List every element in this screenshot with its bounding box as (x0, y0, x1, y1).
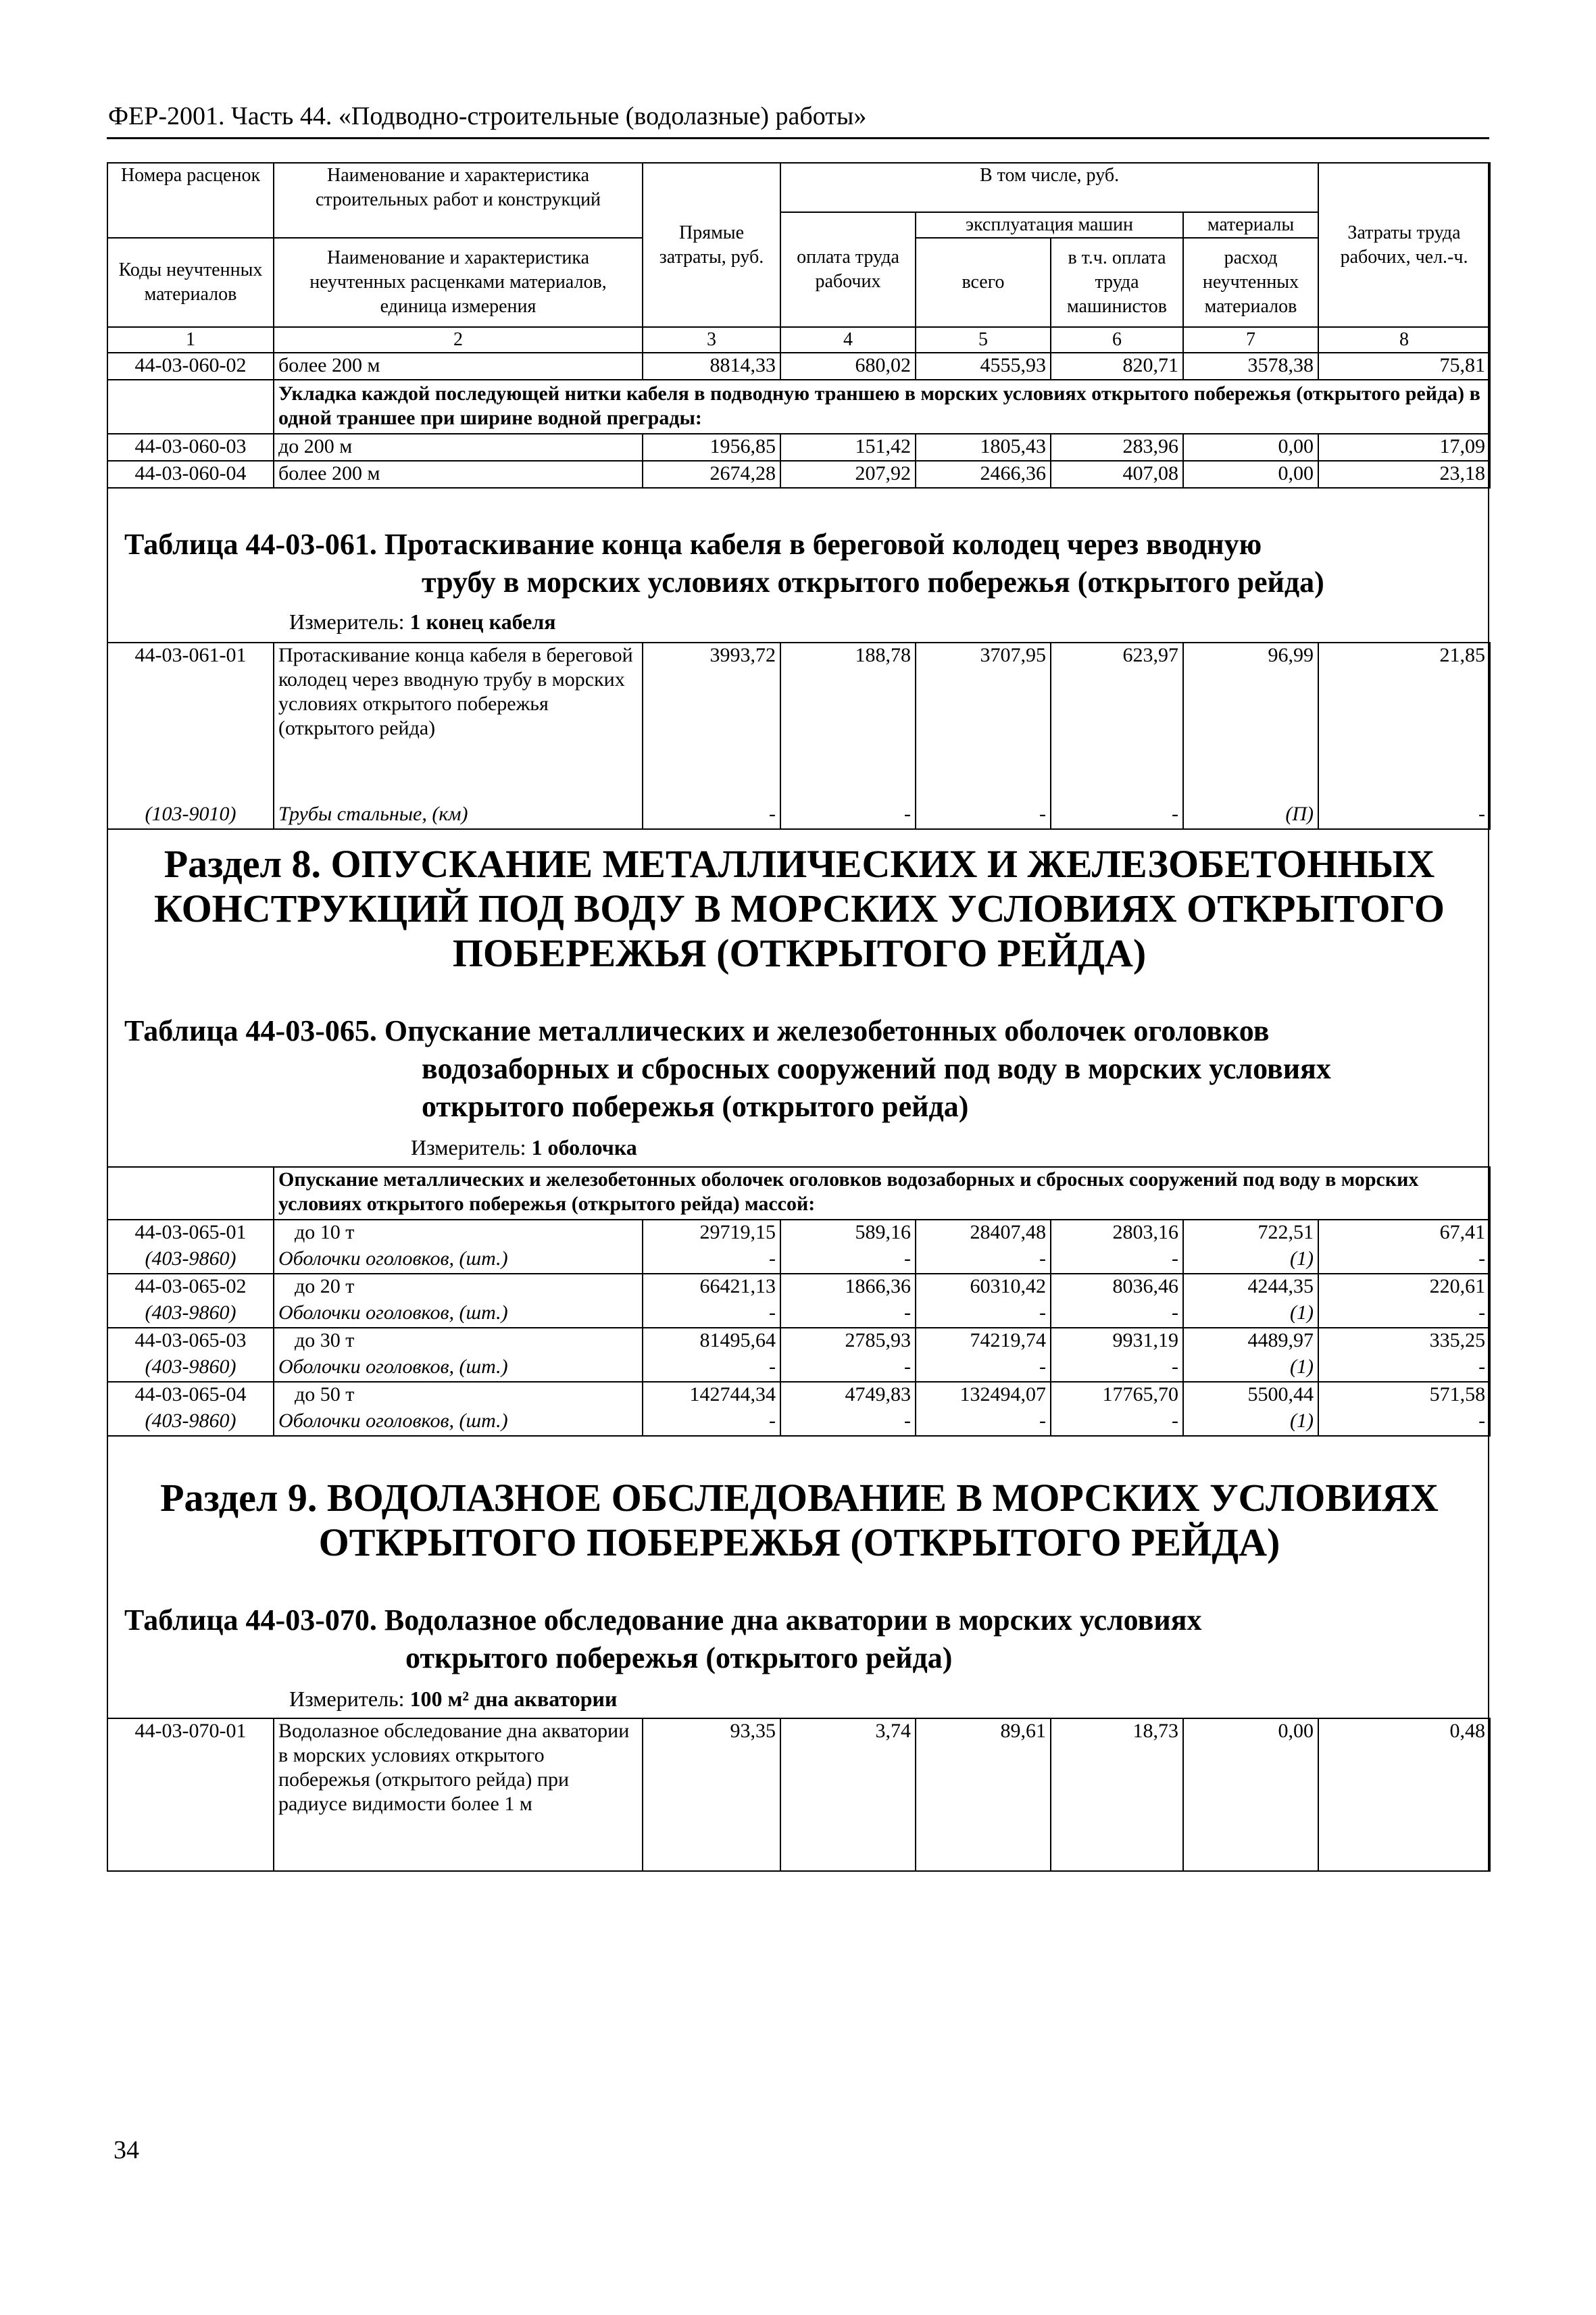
rate-name: более 200 м (274, 461, 643, 488)
value-cell: 142744,34 (643, 1382, 780, 1409)
table-070-title: Таблица 44-03-070. Водолазное обследование дна акватории в морских условиях открытого побережья (открытого рейда) (124, 1603, 1202, 1674)
value-cell: - (1051, 1409, 1183, 1436)
material-name: Оболочки оголовков, (шт.) (274, 1409, 643, 1436)
value-cell: 722,51 (1183, 1220, 1318, 1247)
table-061-title: Таблица 44-03-061. Протаскивание конца кабеля в береговой колодец через вводную трубу в морских условиях открытого побережья (открытого рейда) (124, 528, 1324, 599)
material-row (107, 1247, 1490, 1274)
col-num: 8 (1318, 327, 1490, 353)
header-machine-wages: в т.ч. оплата труда машинистов (1051, 238, 1183, 327)
material-row (107, 1355, 1490, 1382)
value-cell: - (1318, 1247, 1490, 1274)
value-cell: - (1051, 1247, 1183, 1274)
material-code: (403-9860) (107, 1301, 274, 1328)
value-cell: - (780, 802, 916, 829)
value-cell: 29719,15 (643, 1220, 780, 1247)
header-machines-total: всего (916, 238, 1051, 327)
header-material-names: Наименование и характеристика неучтенных расценками материалов, единица измерения (274, 238, 643, 327)
header-work-name: Наименование и характеристика строительных работ и конструкций (274, 163, 643, 212)
value-cell: 17,09 (1318, 434, 1490, 461)
value-cell: - (643, 1355, 780, 1382)
value-cell: - (916, 1355, 1051, 1382)
value-cell: 589,16 (780, 1220, 916, 1247)
value-cell: 0,00 (1183, 1718, 1318, 1871)
header-labor: Затраты труда рабочих, чел.-ч. (1318, 163, 1490, 327)
rate-code: 44-03-060-03 (107, 434, 274, 461)
value-cell: - (1318, 1409, 1490, 1436)
group-subheading: Укладка каждой последующей нитки кабеля в подводную траншею в морских условиях открытого побережья (открытого рейда) в одной траншее при ширине водной преграды: (274, 380, 1490, 434)
header-including: В том числе, руб. (780, 163, 1318, 212)
value-cell: 820,71 (1051, 353, 1183, 380)
value-cell: 8036,46 (1051, 1274, 1183, 1301)
value-cell: 8814,33 (643, 353, 780, 380)
table-row (107, 1718, 1490, 1871)
header-materials: материалы (1183, 212, 1318, 238)
value-cell: 3578,38 (1183, 353, 1318, 380)
value-cell: 4244,35 (1183, 1274, 1318, 1301)
material-name: Оболочки оголовков, (шт.) (274, 1247, 643, 1274)
rate-code: 44-03-065-03 (107, 1328, 274, 1355)
material-code: (103-9010) (107, 802, 274, 829)
group-subheading: Опускание металлических и железобетонных оболочек оголовков водозаборных и сбросных сооружений под воду в морских условиях открытого побережья (открытого рейда) массой: (274, 1167, 1490, 1220)
table-065-title: Таблица 44-03-065. Опускание металлических и железобетонных оболочек оголовков водозаборных и сбросных сооружений под воду в морских условиях открытого побережья (открытого рейда) (124, 1014, 1331, 1123)
table-061-measure: Измеритель: 1 конец кабеля (289, 609, 556, 634)
header-rule (107, 137, 1489, 139)
value-cell: - (780, 1301, 916, 1328)
value-cell: - (643, 802, 780, 829)
value-cell: 9931,19 (1051, 1328, 1183, 1355)
value-cell: 81495,64 (643, 1328, 780, 1355)
value-cell: 571,58 (1318, 1382, 1490, 1409)
material-name: Оболочки оголовков, (шт.) (274, 1355, 643, 1382)
rate-name: более 200 м (274, 353, 643, 380)
rate-code: 44-03-070-01 (107, 1718, 274, 1871)
table-row (107, 1274, 1490, 1301)
value-cell: 17765,70 (1051, 1382, 1183, 1409)
value-cell: - (1318, 1355, 1490, 1382)
material-row (107, 1301, 1490, 1328)
value-cell: (1) (1183, 1301, 1318, 1328)
rates-table-top (107, 162, 1491, 489)
value-cell: - (780, 1247, 916, 1274)
header-rate-numbers: Номера расценок (107, 163, 274, 212)
table-row (107, 643, 1490, 802)
value-cell: 3707,95 (916, 643, 1051, 802)
value-cell: - (780, 1355, 916, 1382)
value-cell: 96,99 (1183, 643, 1318, 802)
value-cell: 4555,93 (916, 353, 1051, 380)
value-cell: 2803,16 (1051, 1220, 1183, 1247)
col-num: 3 (643, 327, 780, 353)
value-cell: 623,97 (1051, 643, 1183, 802)
value-cell: - (1318, 1301, 1490, 1328)
value-cell: 151,42 (780, 434, 916, 461)
value-cell: 335,25 (1318, 1328, 1490, 1355)
table-065 (107, 1166, 1491, 1437)
rate-name: до 20 т (274, 1274, 643, 1301)
section-8-heading: Раздел 8. ОПУСКАНИЕ МЕТАЛЛИЧЕСКИХ И ЖЕЛЕЗОБЕТОННЫХ КОНСТРУКЦИЙ ПОД ВОДУ В МОРСКИХ УСЛОВИЯХ ОТКРЫТОГО ПОБЕРЕЖЬЯ (ОТКРЫТОГО РЕЙДА) (153, 842, 1445, 975)
value-cell: 5500,44 (1183, 1382, 1318, 1409)
rate-name: до 10 т (274, 1220, 643, 1247)
col-num: 1 (107, 327, 274, 353)
col-num: 5 (916, 327, 1051, 353)
value-cell: 3993,72 (643, 643, 780, 802)
value-cell: 67,41 (1318, 1220, 1490, 1247)
value-cell: 2674,28 (643, 461, 780, 488)
value-cell: 1805,43 (916, 434, 1051, 461)
rate-code: 44-03-065-02 (107, 1274, 274, 1301)
value-cell: 75,81 (1318, 353, 1490, 380)
col-num: 2 (274, 327, 643, 353)
section-9-heading: Раздел 9. ВОДОЛАЗНОЕ ОБСЛЕДОВАНИЕ В МОРСКИХ УСЛОВИЯХ ОТКРЫТОГО ПОБЕРЕЖЬЯ (ОТКРЫТОГО РЕЙДА) (160, 1476, 1439, 1564)
value-cell: 28407,48 (916, 1220, 1051, 1247)
value-cell: - (1051, 802, 1183, 829)
value-cell: - (916, 1247, 1051, 1274)
header-machines: эксплуатация машин (916, 212, 1183, 238)
material-row (107, 1409, 1490, 1436)
value-cell: - (643, 1247, 780, 1274)
value-cell: 407,08 (1051, 461, 1183, 488)
header-material-codes: Коды неучтенных материалов (107, 238, 274, 327)
value-cell: (1) (1183, 1355, 1318, 1382)
value-cell: 2785,93 (780, 1328, 916, 1355)
value-cell: 60310,42 (916, 1274, 1051, 1301)
rate-name: до 200 м (274, 434, 643, 461)
value-cell: - (916, 1409, 1051, 1436)
value-cell: 3,74 (780, 1718, 916, 1871)
running-head: ФЕР-2001. Часть 44. «Подводно-строительные (водолазные) работы» (108, 102, 867, 130)
header-direct-costs: Прямые затраты, руб. (643, 163, 780, 327)
rate-code: 44-03-065-04 (107, 1382, 274, 1409)
table-070 (107, 1718, 1491, 1872)
value-cell: 74219,74 (916, 1328, 1051, 1355)
table-061 (107, 642, 1491, 830)
value-cell: 2466,36 (916, 461, 1051, 488)
header-wages: оплата труда рабочих (780, 212, 916, 327)
value-cell: - (1318, 802, 1490, 829)
material-code: (403-9860) (107, 1409, 274, 1436)
value-cell: 0,00 (1183, 434, 1318, 461)
value-cell: 93,35 (643, 1718, 780, 1871)
value-cell: 21,85 (1318, 643, 1490, 802)
value-cell: 132494,07 (916, 1382, 1051, 1409)
rate-code: 44-03-065-01 (107, 1220, 274, 1247)
value-cell: 66421,13 (643, 1274, 780, 1301)
rate-code: 44-03-060-02 (107, 353, 274, 380)
value-cell: 188,78 (780, 643, 916, 802)
value-cell: - (916, 802, 1051, 829)
table-row (107, 1220, 1490, 1247)
value-cell: 0,00 (1183, 461, 1318, 488)
material-name: Трубы стальные, (км) (274, 802, 643, 829)
table-070-measure: Измеритель: 100 м² дна акватории (289, 1687, 618, 1711)
rate-code: 44-03-060-04 (107, 461, 274, 488)
value-cell: 680,02 (780, 353, 916, 380)
value-cell: 18,73 (1051, 1718, 1183, 1871)
value-cell: 1866,36 (780, 1274, 916, 1301)
value-cell: - (643, 1301, 780, 1328)
material-code: (403-9860) (107, 1355, 274, 1382)
table-row (107, 1328, 1490, 1355)
value-cell: - (1051, 1301, 1183, 1328)
value-cell: 89,61 (916, 1718, 1051, 1871)
value-cell: 207,92 (780, 461, 916, 488)
header-materials-use: расход неучтенных материалов (1183, 238, 1318, 327)
rate-code: 44-03-061-01 (107, 643, 274, 802)
value-cell: 1956,85 (643, 434, 780, 461)
table-row (107, 353, 1490, 380)
value-cell: - (916, 1301, 1051, 1328)
col-num: 4 (780, 327, 916, 353)
rate-name: Водолазное обследование дна акватории в морских условиях открытого побережья (открытого рейда) при радиусе видимости более 1 м (274, 1718, 643, 1871)
value-cell: 23,18 (1318, 461, 1490, 488)
rate-name: до 30 т (274, 1328, 643, 1355)
table-row (107, 1382, 1490, 1409)
page-number: 34 (114, 2136, 139, 2164)
value-cell: 0,48 (1318, 1718, 1490, 1871)
value-cell: 283,96 (1051, 434, 1183, 461)
col-num: 6 (1051, 327, 1183, 353)
value-cell: - (780, 1409, 916, 1436)
value-cell: - (643, 1409, 780, 1436)
table-065-measure: Измеритель: 1 оболочка (411, 1135, 637, 1160)
value-cell: - (1051, 1355, 1183, 1382)
value-cell: 4489,97 (1183, 1328, 1318, 1355)
value-cell: 4749,83 (780, 1382, 916, 1409)
value-cell: (1) (1183, 1247, 1318, 1274)
material-code: (403-9860) (107, 1247, 274, 1274)
rate-name: Протаскивание конца кабеля в береговой колодец через вводную трубу в морских условиях открытого побережья (открытого рейда) (274, 643, 643, 802)
table-row (107, 434, 1490, 461)
value-cell: 220,61 (1318, 1274, 1490, 1301)
table-row (107, 461, 1490, 488)
rate-name: до 50 т (274, 1382, 643, 1409)
material-name: Оболочки оголовков, (шт.) (274, 1301, 643, 1328)
col-num: 7 (1183, 327, 1318, 353)
material-row (107, 802, 1490, 829)
value-cell: (1) (1183, 1409, 1318, 1436)
value-cell: (П) (1183, 802, 1318, 829)
